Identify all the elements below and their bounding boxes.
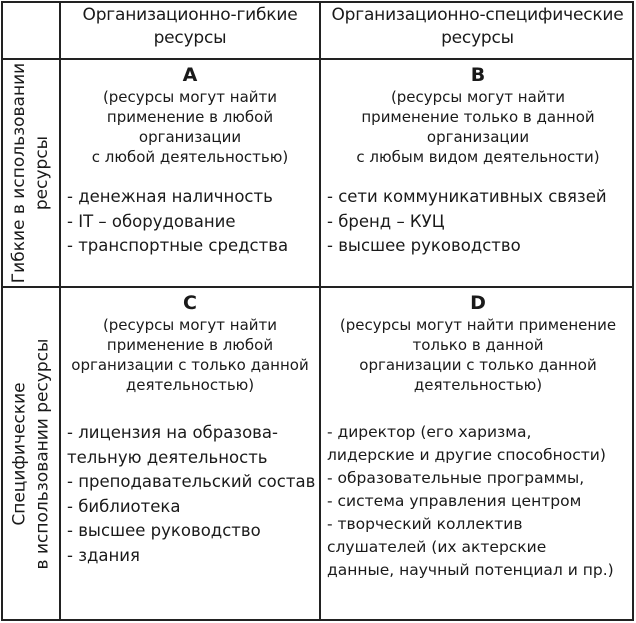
cell-c-letter: C (183, 292, 197, 314)
list-item: - творческий коллектив слушателей (их актерские данные, научный потенциал и пр.) (327, 515, 614, 579)
row-header-flexible (3, 60, 59, 286)
cell-d-letter: D (470, 292, 486, 314)
row-header-specific-text: Специфические в использовании ресурсы (9, 338, 52, 569)
cell-a (63, 64, 317, 259)
cell-d-list (323, 421, 633, 582)
list-item: - денежная наличность (67, 187, 273, 206)
list-item: - образовательные программы, (327, 469, 585, 487)
cell-c (63, 292, 317, 568)
cell-b (323, 64, 633, 259)
list-item: - транспортные средства (67, 236, 289, 255)
cell-a-list (63, 185, 317, 259)
list-item: - директор (его харизма, лидерские и другие способности) (327, 423, 606, 464)
row-header-flexible-text: Гибкие в использовании ресурсы (9, 62, 53, 284)
cell-d (323, 292, 633, 582)
column-divider-left (59, 1, 61, 621)
list-item: - лицензия на образова- тельную деятельность (67, 423, 278, 467)
column-header-flexible: Организационно-гибкие ресурсы (82, 5, 298, 48)
cell-a-letter: A (182, 64, 198, 86)
list-item: - здания (67, 545, 140, 565)
list-item: - IT – оборудование (67, 211, 236, 231)
cell-c-list (63, 421, 317, 568)
list-item: - сети коммуникативных связей (327, 187, 607, 206)
list-item: - бренд – КУЦ (327, 211, 445, 231)
row-header-specific (3, 288, 59, 619)
column-header-specific: Организационно-специфические ресурсы (331, 5, 624, 48)
cell-b-list (323, 185, 633, 259)
row-divider-middle (1, 286, 634, 288)
list-item: - система управления центром (327, 492, 582, 510)
cell-d-note: (ресурсы могут найти применение только в данной организации с только данной деятельностью) (339, 316, 617, 394)
list-item: - преподавательский состав (67, 472, 316, 491)
cell-c-note: (ресурсы могут найти применение в любой организации с только данной деятельностью) (71, 316, 309, 394)
list-item: - высшее руководство (67, 521, 261, 540)
cell-b-note: (ресурсы могут найти применение только в данной организации с любым видом деятельности) (356, 88, 600, 166)
list-item: - библиотека (67, 496, 181, 516)
row-divider-header (1, 58, 634, 60)
list-item: - высшее руководство (327, 236, 521, 255)
cell-a-note: (ресурсы могут найти применение в любой организации с любой деятельностью) (91, 88, 289, 166)
column-divider-middle (319, 1, 321, 621)
cell-b-letter: B (470, 64, 486, 86)
